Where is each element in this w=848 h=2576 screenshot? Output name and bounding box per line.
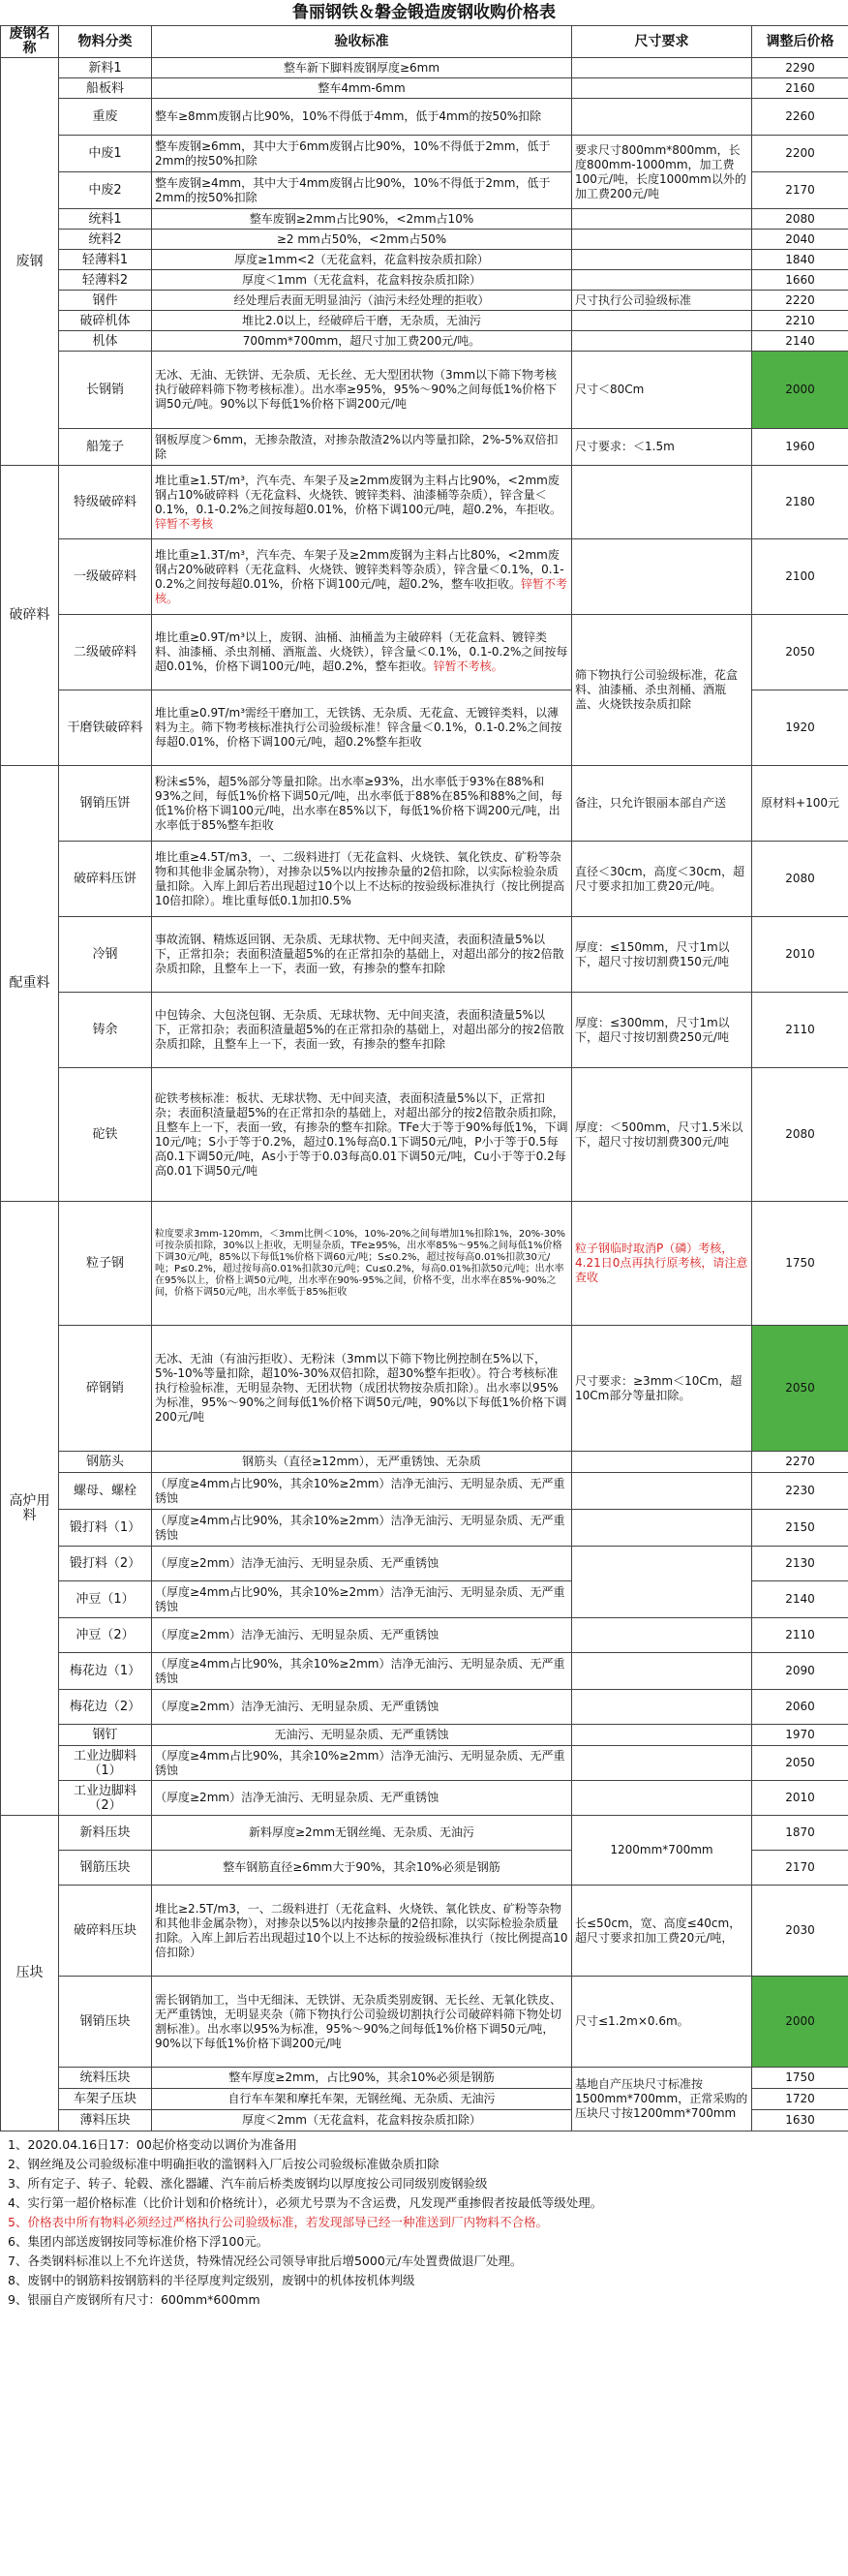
- page-title: 鲁丽钢铁＆磐金锻造废钢收购价格表: [292, 3, 556, 22]
- row-price: 2010: [752, 1781, 848, 1816]
- table-row: [1, 1816, 848, 1851]
- row-price: 2160: [752, 78, 848, 99]
- row-standard: （厚度≥4mm占比90%，其余10%≥2mm）洁净无油污、无明显杂质、无严重锈蚀: [152, 1510, 572, 1547]
- row-standard: 厚度≥1mm<2（无花盒料，花盒料按杂质扣除）: [152, 250, 572, 270]
- row-price: 2060: [752, 1690, 848, 1725]
- row-name: 钢筋压块: [59, 1851, 152, 1886]
- row-standard: 砣铁考核标准：板状、无球状物、无中间夹渣，表面积渣量5%以下，正常扣杂；表面积渣量超5%的在正常扣杂的基础上，对超出部分的按2倍散杂质扣除，且整车上一下，表面一致，有掺杂的整车扣除。TFe大于等于90%每低1%，下调10元/吨；S小于等于0.2%，超过0.1%每高0.1下调50元/吨，P小于等于0.5每高0.1下调50元/吨，As小于等于0.03每高0.01下调50元/吨，Cu小于等于0.2每高0.01下调50元/吨: [152, 1068, 572, 1202]
- row-name: 一级破碎料: [59, 539, 152, 615]
- row-size: 厚度：＜500mm，尺寸1.5米以下，超尺寸按切割费300元/吨: [572, 1068, 752, 1202]
- row-standard: 堆比2.0以上，经破碎后干磨，无杂质，无油污: [152, 311, 572, 331]
- category-gaoluyongliao: 高炉用料: [1, 1202, 59, 1816]
- row-price: 2260: [752, 99, 848, 136]
- row-price: 2200: [752, 136, 848, 172]
- row-standard: 700mm*700mm，超尺寸加工费200元/吨。: [152, 331, 572, 352]
- row-name: 干磨铁破碎料: [59, 690, 152, 766]
- table-row: [1, 1510, 848, 1547]
- row-price: 2040: [752, 230, 848, 250]
- row-price: 1660: [752, 270, 848, 291]
- row-name: 统料1: [59, 209, 152, 230]
- row-size: [572, 209, 752, 230]
- row-name: 锻打料（1）: [59, 1510, 152, 1547]
- row-standard: 无冰、无油、无铁饼、无杂质、无长丝、无大型团状物（3mm以下筛下物考核执行破碎料筛下物考核标准）。出水率≥95%，95%～90%之间每低1%价格下调50元/吨。90%以下每低1%价格下调200元/吨: [152, 352, 572, 429]
- row-price: 2170: [752, 172, 848, 209]
- row-price: 2080: [752, 1068, 848, 1202]
- row-standard: [152, 539, 572, 615]
- header-name: 废钢名称: [1, 26, 59, 58]
- row-size: 厚度：≤150mm，尺寸1m以下，超尺寸按切割费150元/吨: [572, 917, 752, 993]
- row-name: 钢销压饼: [59, 766, 152, 842]
- row-size: [572, 311, 752, 331]
- row-price: 原材料+100元: [752, 766, 848, 842]
- table-row: [1, 1473, 848, 1510]
- row-size: [572, 1653, 752, 1690]
- row-name: 统料2: [59, 230, 152, 250]
- row-size: [572, 1781, 752, 1816]
- table-row: [1, 766, 848, 842]
- row-size: [572, 250, 752, 270]
- row-size: 尺寸≤1.2m×0.6m。: [572, 1977, 752, 2068]
- table-row: [1, 917, 848, 993]
- row-name: 特级破碎料: [59, 466, 152, 539]
- row-name: 冲豆（2）: [59, 1618, 152, 1653]
- row-name: 钢筋头: [59, 1452, 152, 1473]
- row-price: 2230: [752, 1473, 848, 1510]
- row-size: 直径＜30cm，高度＜30cm，超尺寸要求扣加工费20元/吨。: [572, 842, 752, 917]
- row-name: 船笼子: [59, 429, 152, 466]
- row-size: 尺寸执行公司验级标准: [572, 291, 752, 311]
- row-price: 2270: [752, 1452, 848, 1473]
- header-category: 物料分类: [59, 26, 152, 58]
- row-standard: [152, 466, 572, 539]
- row-name: 工业边脚料（1）: [59, 1746, 152, 1781]
- table-row: [1, 1886, 848, 1977]
- table-row: [1, 1547, 848, 1581]
- row-size-notice: 粒子钢临时取消P（磷）考核，4.21日0点再执行原考核，请注意查收: [572, 1202, 752, 1326]
- table-row: [1, 270, 848, 291]
- row-size: [572, 78, 752, 99]
- row-standard: 整车钢筋直径≥6mm大于90%，其余10%必须是钢筋: [152, 1851, 572, 1886]
- row-standard: 整车废钢≥4mm，其中大于4mm废钢占比90%，10%不得低于2mm，低于2mm的按50%扣除: [152, 172, 572, 209]
- row-name: 砣铁: [59, 1068, 152, 1202]
- row-standard: 钢板厚度＞6mm，无掺杂散渣，对掺杂散渣2%以内等量扣除，2%-5%双倍扣除: [152, 429, 572, 466]
- row-name: 二级破碎料: [59, 615, 152, 690]
- row-standard: 堆比重≥0.9T/m³需经干磨加工，无铁锈、无杂质、无花盒、无镀锌类料，以薄料为主。筛下物考核标准执行公司验级标准！锌含量＜0.1%，0.1-0.2%之间按每超0.01%，价格下调100元/吨，超0.2%整车拒收: [152, 690, 572, 766]
- row-standard: 事故流钢、精炼返回钢、无杂质、无球状物、无中间夹渣，表面积渣量5%以下，正常扣杂；表面积渣量超5%的在正常扣杂的基础上，对超出部分的按2倍散杂质扣除，且整车上一下，表面一致，有掺杂的整车扣除: [152, 917, 572, 993]
- table-row: [1, 993, 848, 1068]
- row-price: 2130: [752, 1547, 848, 1581]
- header-price: 调整后价格: [752, 26, 848, 58]
- note-line: 4、实行第一超价格标准（比价计划和价格统计），必须尤号票为不含运费，凡发现严重掺假者按最低等级处理。: [8, 2195, 603, 2210]
- row-price: 1720: [752, 2089, 848, 2110]
- row-standard: （厚度≥2mm）洁净无油污、无明显杂质、无严重锈蚀: [152, 1618, 572, 1653]
- row-size: 筛下物执行公司验级标准，花盒料、油漆桶、杀虫剂桶、酒瓶盖、火烧铁按杂质扣除: [572, 615, 752, 766]
- row-size: [572, 1618, 752, 1653]
- row-size: [572, 331, 752, 352]
- row-standard: （厚度≥2mm）洁净无油污、无明显杂质、无严重锈蚀: [152, 1547, 572, 1581]
- notes-section: [0, 2131, 848, 2314]
- table-row: [1, 1781, 848, 1816]
- row-size: 尺寸＜80Cm: [572, 352, 752, 429]
- row-standard: （厚度≥2mm）洁净无油污、无明显杂质、无严重锈蚀: [152, 1690, 572, 1725]
- row-size: [572, 270, 752, 291]
- row-price: 1960: [752, 429, 848, 466]
- row-size: 要求尺寸800mm*800mm，长度800mm-1000mm，加工费100元/吨，长度1000mm以外的加工费200元/吨: [572, 136, 752, 209]
- row-size: [572, 230, 752, 250]
- row-name: 钢件: [59, 291, 152, 311]
- row-price: 2030: [752, 1886, 848, 1977]
- row-size: [572, 99, 752, 136]
- table-row: [1, 78, 848, 99]
- row-name: 车架子压块: [59, 2089, 152, 2110]
- row-size: 1200mm*700mm: [572, 1816, 752, 1886]
- row-price: 1750: [752, 2068, 848, 2089]
- table-row: [1, 136, 848, 172]
- row-price: 2000: [752, 1977, 848, 2068]
- table-row: [1, 429, 848, 466]
- note-line-highlight: 5、价格表中所有物料必须经过严格执行公司验级标准，若发现部导已经一种准送到厂内物料不合格。: [8, 2215, 548, 2229]
- note-line: 7、各类钢料标准以上不允许送货，特殊情况经公司领导审批后增5000元/车处置费做退厂处理。: [8, 2254, 523, 2268]
- table-row: [1, 311, 848, 331]
- row-standard: （厚度≥4mm占比90%，其余10%≥2mm）洁净无油污、无明显杂质、无严重锈蚀: [152, 1653, 572, 1690]
- row-name: 重废: [59, 99, 152, 136]
- row-size: [572, 1473, 752, 1510]
- row-price: 2220: [752, 291, 848, 311]
- row-standard: 中包铸余、大包浇包钢、无杂质、无球状物、无中间夹渣，表面积渣量5%以下，正常扣杂；表面积渣量超5%的在正常扣杂的基础上，对超出部分的按2倍散杂质扣除，且整车上一下，表面一致，有掺杂的整车扣除: [152, 993, 572, 1068]
- table-row: [1, 1202, 848, 1326]
- row-standard: 整车新下脚料废钢厚度≥6mm: [152, 58, 572, 78]
- row-standard: 整车废钢≥6mm，其中大于6mm废钢占比90%，10%不得低于2mm，低于2mm的按50%扣除: [152, 136, 572, 172]
- row-price: 2150: [752, 1510, 848, 1547]
- row-standard: ≥2 mm占50%，<2mm占50%: [152, 230, 572, 250]
- note-line: 8、废钢中的钢筋料按钢筋料的半径厚度判定级别，废钢中的机体按机体判级: [8, 2273, 415, 2287]
- row-standard: （厚度≥4mm占比90%，其余10%≥2mm）洁净无油污、无明显杂质、无严重锈蚀: [152, 1746, 572, 1781]
- table-row: [1, 1653, 848, 1690]
- row-price: 2290: [752, 58, 848, 78]
- row-standard: 钢筋头（直径≥12mm），无严重锈蚀、无杂质: [152, 1452, 572, 1473]
- row-price: 1630: [752, 2110, 848, 2131]
- row-name: 冷钢: [59, 917, 152, 993]
- row-name: 螺母、螺栓: [59, 1473, 152, 1510]
- table-row: [1, 1690, 848, 1725]
- row-size: [572, 1547, 752, 1618]
- row-size: [572, 539, 752, 615]
- row-standard-text: 堆比重≥1.3T/m³，汽车壳、车架子及≥2mm废钢为主料占比80%，<2mm废钢占20%破碎料（无花盒料、火烧铁、镀锌类料等杂质），锌含量＜0.1%，0.1-0.2%之间按每超0.01%，价格下调100元/吨，超0.2%，整车收拒收。: [155, 547, 564, 591]
- row-size: [572, 58, 752, 78]
- row-name: 新料1: [59, 58, 152, 78]
- note-line: 1、2020.04.16日17：00起价格变动以调价为准备用: [8, 2137, 297, 2152]
- row-standard: 堆比≥2.5T/m3，一、二级料进打（无花盒料、火烧铁、氧化铁皮、矿粉等杂物和其他非金属杂物），对掺杂以5%以内按掺杂量的2倍扣除，以实际检验杂质量扣除。入库上卸后若出现超过10个以上不达标的按验级标准执行（按比例提高10倍扣除）: [152, 1886, 572, 1977]
- category-feigang: 废钢: [1, 58, 59, 466]
- row-standard: 整车厚度≥2mm，占比90%，其余10%必须是钢筋: [152, 2068, 572, 2089]
- table-row: [1, 842, 848, 917]
- table-row: [1, 250, 848, 270]
- table-row: [1, 209, 848, 230]
- category-yakuai: 压块: [1, 1816, 59, 2131]
- header-standard: 验收标准: [152, 26, 572, 58]
- row-standard: 整车≥8mm废钢占比90%，10%不得低于4mm，低于4mm的按50%扣除: [152, 99, 572, 136]
- table-row: [1, 1977, 848, 2068]
- row-size: 长≤50cm，宽、高度≤40cm，超尺寸要求扣加工费20元/吨，: [572, 1886, 752, 1977]
- table-row: [1, 291, 848, 311]
- row-standard: （厚度≥4mm占比90%，其余10%≥2mm）洁净无油污、无明显杂质、无严重锈蚀: [152, 1473, 572, 1510]
- row-price: 1920: [752, 690, 848, 766]
- row-name: 破碎机体: [59, 311, 152, 331]
- row-size: 尺寸要求：＜1.5m: [572, 429, 752, 466]
- row-standard-text: 堆比重≥1.5T/m³，汽车壳、车架子及≥2mm废钢为主料占比90%，<2mm废钢占10%破碎料（无花盒料、火烧铁、镀锌类料、油漆桶等杂质），锌含量＜0.1%，0.1-0.2%之间按每超0.01%，价格下调100元/吨，超0.2%，车拒收。: [155, 473, 561, 516]
- row-standard: 粒度要求3mm-120mm，＜3mm比例＜10%，10%-20%之间每增加1%扣除1%，20%-30%可按杂质扣除，30%以上拒收，无明显杂质，TFe≥95%，出水率85%～95%之间每低1%价格下调30元/吨，85%以下每低1%价格下调60元/吨；S≤0.2%，超过按每高0.01%扣款30元/吨；P≤0.2%，超过按每高0.01%扣款30元/吨；Cu≤0.2%，每高0.01%扣款50元/吨；出水率在95%以上，价格上调50元/吨，出水率在90%-95%之间，价格不变，出水率在85%-90%之间，价格下调50元/吨，出水率低于85%拒收: [152, 1202, 572, 1326]
- row-size: [572, 466, 752, 539]
- row-name: 破碎料压饼: [59, 842, 152, 917]
- row-standard: 需长钢销加工，当中无细沫、无铁饼、无杂质类别废钢、无长丝、无氧化铁皮、无严重锈蚀，无明显夹杂（筛下物执行公司验级切割执行公司破碎料筛下物处切割标准）。出水率以95%为标准，95%～90%之间每低1%价格下调50元/吨，90%以下每低1%价格下调200元/吨: [152, 1977, 572, 2068]
- row-price: 1970: [752, 1725, 848, 1746]
- row-standard: 厚度＜2mm（无花盒料，花盒料按杂质扣除）: [152, 2110, 572, 2131]
- row-standard: 整车废钢≥2mm占比90%，<2mm占10%: [152, 209, 572, 230]
- zinc-note: 锌暂不考核: [155, 516, 214, 531]
- table-row: [1, 1068, 848, 1202]
- table-row: [1, 1618, 848, 1653]
- row-standard: 自行车车架和摩托车架，无钢丝绳、无杂质、无油污: [152, 2089, 572, 2110]
- row-name: 工业边脚料（2）: [59, 1781, 152, 1816]
- table-row: [1, 615, 848, 690]
- row-price: 2100: [752, 539, 848, 615]
- row-name: 轻薄料1: [59, 250, 152, 270]
- note-line: 9、银丽自产废钢所有尺寸：600mm*600mm: [8, 2292, 260, 2307]
- table-row: [1, 1452, 848, 1473]
- category-posuiliao: 破碎料: [1, 466, 59, 766]
- row-size: 尺寸要求：≥3mm＜10Cm，超10Cm部分等量扣除。: [572, 1326, 752, 1452]
- table-row: [1, 1725, 848, 1746]
- table-row: [1, 1326, 848, 1452]
- row-name: 长钢销: [59, 352, 152, 429]
- row-name: 冲豆（1）: [59, 1581, 152, 1618]
- row-size: [572, 1510, 752, 1547]
- row-name: 船板料: [59, 78, 152, 99]
- row-name: 钢钉: [59, 1725, 152, 1746]
- category-peizhongliao: 配重料: [1, 766, 59, 1202]
- table-row: [1, 1746, 848, 1781]
- zinc-note: 锌暂不考核。: [433, 659, 503, 673]
- row-standard: （厚度≥4mm占比90%，其余10%≥2mm）洁净无油污、无明显杂质、无严重锈蚀: [152, 1581, 572, 1618]
- row-standard: 无油污、无明显杂质、无严重锈蚀: [152, 1725, 572, 1746]
- row-standard: 厚度＜1mm（无花盒料，花盒料按杂质扣除）: [152, 270, 572, 291]
- row-price: 2080: [752, 842, 848, 917]
- row-price: 2050: [752, 1326, 848, 1452]
- table-row: [1, 99, 848, 136]
- row-size: [572, 1452, 752, 1473]
- row-standard: 粉沫≤5%，超5%部分等量扣除。出水率≥93%，出水率低于93%在88%和93%之间，每低1%价格下调50元/吨，出水率低于88%在85%和88%之间，每低1%价格下调100元/吨，出水率在85%以下，每低1%价格下调200元/吨，出水率低于85%整车拒收: [152, 766, 572, 842]
- table-row: [1, 466, 848, 539]
- table-row: [1, 352, 848, 429]
- row-standard: 经处理后表面无明显油污（油污未经处理的拒收）: [152, 291, 572, 311]
- row-size: 厚度：≤300mm，尺寸1m以下，超尺寸按切割费250元/吨: [572, 993, 752, 1068]
- row-standard: 整车4mm-6mm: [152, 78, 572, 99]
- row-name: 中废2: [59, 172, 152, 209]
- row-standard: 新料厚度≥2mm无钢丝绳、无杂质、无油污: [152, 1816, 572, 1851]
- note-line: 3、所有定子、转子、轮毂、涨化器罐、汽车前后桥类废钢均以厚度按公司同级别废钢验级: [8, 2176, 488, 2191]
- row-name: 破碎料压块: [59, 1886, 152, 1977]
- row-name: 中废1: [59, 136, 152, 172]
- row-price: 2170: [752, 1851, 848, 1886]
- row-price: 2110: [752, 1618, 848, 1653]
- row-name: 碎钢销: [59, 1326, 152, 1452]
- row-price: 2010: [752, 917, 848, 993]
- row-price: 1870: [752, 1816, 848, 1851]
- note-line: 6、集团内部送废钢按同等标准价格下浮100元。: [8, 2234, 269, 2249]
- header-size: 尺寸要求: [572, 26, 752, 58]
- row-standard: [152, 615, 572, 690]
- table-row: [1, 539, 848, 615]
- table-row: [1, 331, 848, 352]
- table-header-row: [1, 26, 848, 58]
- row-price: 2110: [752, 993, 848, 1068]
- row-price: 2210: [752, 311, 848, 331]
- zinc-note: 锌暂不考核。: [155, 576, 568, 605]
- row-name: 机体: [59, 331, 152, 352]
- row-name: 统料压块: [59, 2068, 152, 2089]
- row-size: 基地自产压块尺寸标准按1500mm*700mm，正常采购的压块尺寸按1200mm*700mm: [572, 2068, 752, 2131]
- price-table: [0, 25, 848, 2131]
- row-standard: 堆比重≥4.5T/m3，一、二级料进打（无花盒料、火烧铁、氧化铁皮、矿粉等杂物和其他非金属杂物），对掺杂以5%以内按掺杂量的2倍扣除，以实际检验杂质量扣除。入库上卸后若出现超过10个以上不达标的按验级标准执行（按比例提高10倍扣除）。堆比重每低0.1加扣0.5%: [152, 842, 572, 917]
- row-price: 2140: [752, 331, 848, 352]
- row-name: 新料压块: [59, 1816, 152, 1851]
- row-size: [572, 1690, 752, 1725]
- table-row: [1, 58, 848, 78]
- row-name: 薄料压块: [59, 2110, 152, 2131]
- row-name: 梅花边（1）: [59, 1653, 152, 1690]
- row-price: 2180: [752, 466, 848, 539]
- row-name: 粒子钢: [59, 1202, 152, 1326]
- row-price: 1750: [752, 1202, 848, 1326]
- row-price: 2140: [752, 1581, 848, 1618]
- row-size: [572, 1746, 752, 1781]
- row-price: 2050: [752, 615, 848, 690]
- note-line: 2、钢丝绳及公司验级标准中明确拒收的滥钢料入厂后按公司验级标准做杂质扣除: [8, 2157, 439, 2171]
- row-name: 轻薄料2: [59, 270, 152, 291]
- row-standard: 无冰、无油（有油污拒收）、无粉沫（3mm以下筛下物比例控制在5%以下，5%-10%等量扣除，超10%-30%双倍扣除，超30%整车拒收）。符合考核标准执行检验标准，无明显杂物、无团状物（成团状物按杂质扣除）。出水率以95%为标准，95%～90%之间每低1%价格下调50元/吨，90%以下每低1%价格下调200元/吨: [152, 1326, 572, 1452]
- row-name: 铸余: [59, 993, 152, 1068]
- table-row: [1, 230, 848, 250]
- row-price: 2050: [752, 1746, 848, 1781]
- row-name: 锻打料（2）: [59, 1547, 152, 1581]
- row-standard-text: 堆比重≥0.9T/m³以上，废钢、油桶、油桶盖为主破碎料（无花盒料、镀锌类料、油漆桶、杀虫剂桶、酒瓶盖、火烧铁），锌含量＜0.1%，0.1-0.2%之间按每超0.01%，价格下调100元/吨，超0.2%，整车拒收。: [155, 630, 568, 673]
- row-price: 2090: [752, 1653, 848, 1690]
- row-size: 备注，只允许银丽本部自产送: [572, 766, 752, 842]
- row-price: 2080: [752, 209, 848, 230]
- row-price: 1840: [752, 250, 848, 270]
- row-price: 2000: [752, 352, 848, 429]
- row-name: 梅花边（2）: [59, 1690, 152, 1725]
- row-name: 钢销压块: [59, 1977, 152, 2068]
- table-row: [1, 2068, 848, 2089]
- row-standard: （厚度≥2mm）洁净无油污、无明显杂质、无严重锈蚀: [152, 1781, 572, 1816]
- row-size: [572, 1725, 752, 1746]
